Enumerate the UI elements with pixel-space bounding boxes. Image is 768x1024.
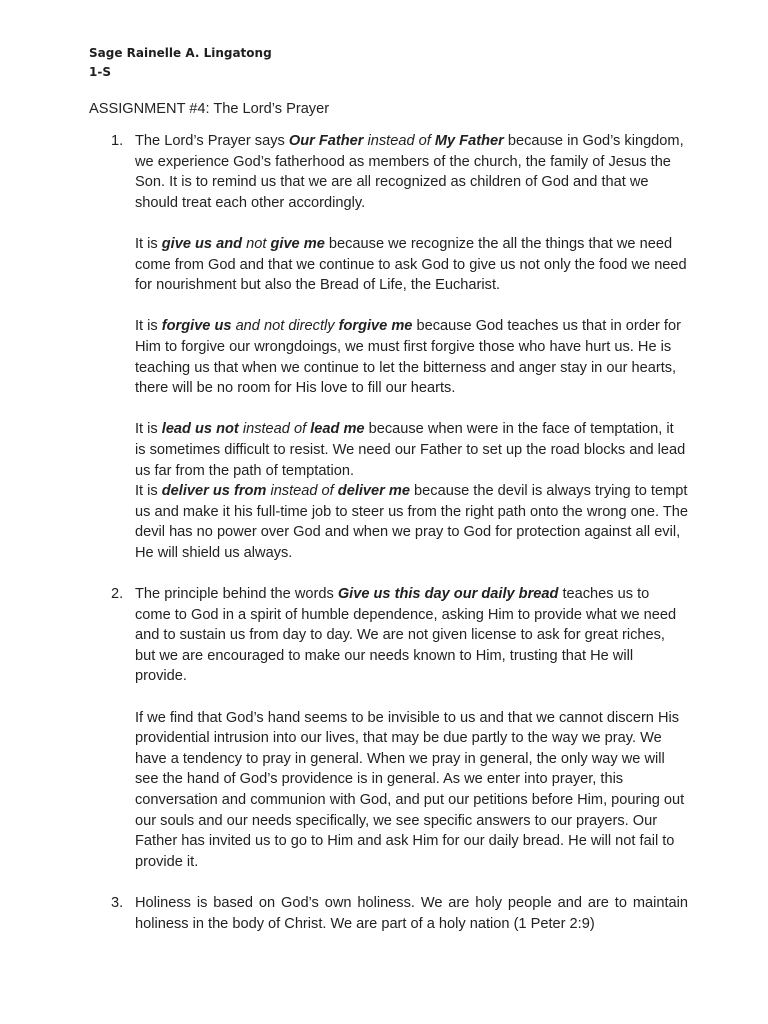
text-run: instead of	[363, 133, 435, 149]
text-run: because when were in the face of temptation, it is sometimes difficult to resist. We need our Father to set up the road blocks and lead us far from the path of temptation.	[135, 421, 686, 479]
assignment-title: ASSIGNMENT #4: The Lord’s Prayer	[89, 101, 330, 117]
text-run: lead us not	[161, 421, 239, 438]
paragraph	[135, 234, 688, 296]
paragraph	[135, 893, 688, 934]
paragraph	[135, 419, 688, 481]
list-number: 1.	[111, 133, 124, 149]
text-run: give me	[270, 235, 325, 252]
text-run: because we recognize the all the things that we need come from God and that we continue to ask God to give us not only the food we need for nourishment but also the Bread of Life, the Eucharist.	[135, 235, 687, 294]
paragraph	[135, 708, 688, 873]
author-name: Sage Rainelle A. Lingatong	[89, 46, 272, 60]
answer-list	[89, 131, 688, 934]
text-run: forgive me	[338, 318, 413, 335]
text-run: If we find that God’s hand seems to be invisible to us and that we cannot discern His providential intrusion into our lives, that may be due partly to the way we pray. We have a tendency to pray in general. When we pray in general, the only way we will see the hand of God’s providence is in general. As we enter into prayer, this conversation and communion with God, and put our petitions before Him, pouring out our souls and our needs specifically, we see specific answers to our prayers. Our Father has invited us to go to Him and ask Him for our daily bread. He will not fail to provide it.	[135, 709, 685, 870]
text-run: because God teaches us that in order for Him to forgive our wrongdoings, we must first forgive those who have hurt us. He is teaching us that when we continue to let the bitterness and anger stay in our hearts, there will be no room for His love to fill our hearts.	[135, 318, 681, 397]
text-run: because the devil is always trying to tempt us and make it his full-time job to steer us from the right path onto the wrong one. The devil has no power over God and when we pray to God for protection against all evil, He will shield us always.	[135, 483, 688, 561]
text-run: It is	[135, 421, 162, 438]
text-run: Holiness is based on God’s own holiness. We are holy people and are to maintain holiness in the body of Christ. We are part of a holy nation (1 Peter 2:9)	[135, 894, 688, 932]
text-run: not	[242, 235, 271, 252]
list-item	[89, 893, 688, 934]
text-run: It is	[135, 483, 162, 500]
list-number: 3.	[111, 894, 124, 911]
paragraph	[135, 131, 688, 213]
text-run: instead of	[238, 421, 311, 438]
text-run: teaches us to come to God in a spirit of humble dependence, asking Him to provide what we need and to sustain us from day to day. We are not given license to ask for great riches, but we are encouraged to make our needs known to Him, trusting that He will provide.	[135, 586, 677, 685]
text-run: The Lord’s Prayer says	[135, 133, 289, 149]
class-section: 1-S	[89, 65, 111, 79]
text-run: It is	[135, 318, 162, 335]
list-number: 2.	[111, 586, 124, 603]
text-run: deliver me	[337, 483, 410, 500]
text-run: forgive us	[161, 318, 232, 335]
text-run: The principle behind the words	[135, 586, 338, 603]
list-item	[89, 131, 688, 563]
text-run: It is	[135, 235, 162, 252]
text-run: deliver us from	[161, 483, 267, 500]
text-run: instead of	[266, 483, 338, 500]
text-run: Our Father	[288, 133, 364, 149]
paragraph	[135, 316, 688, 398]
text-run: My Father	[434, 133, 504, 149]
text-run: give us and	[161, 235, 243, 252]
text-run: Give us this day our daily bread	[337, 586, 559, 603]
text-run: because in God’s kingdom, we experience God’s fatherhood as members of the church, the family of Jesus the Son. It is to remind us that we are all recognized as children of God and that we should treat each other accordingly.	[135, 133, 684, 211]
paragraph	[135, 584, 688, 687]
text-run: lead me	[310, 421, 365, 438]
list-item	[89, 584, 688, 872]
paragraph	[135, 481, 688, 563]
text-run: and not directly	[231, 318, 339, 335]
